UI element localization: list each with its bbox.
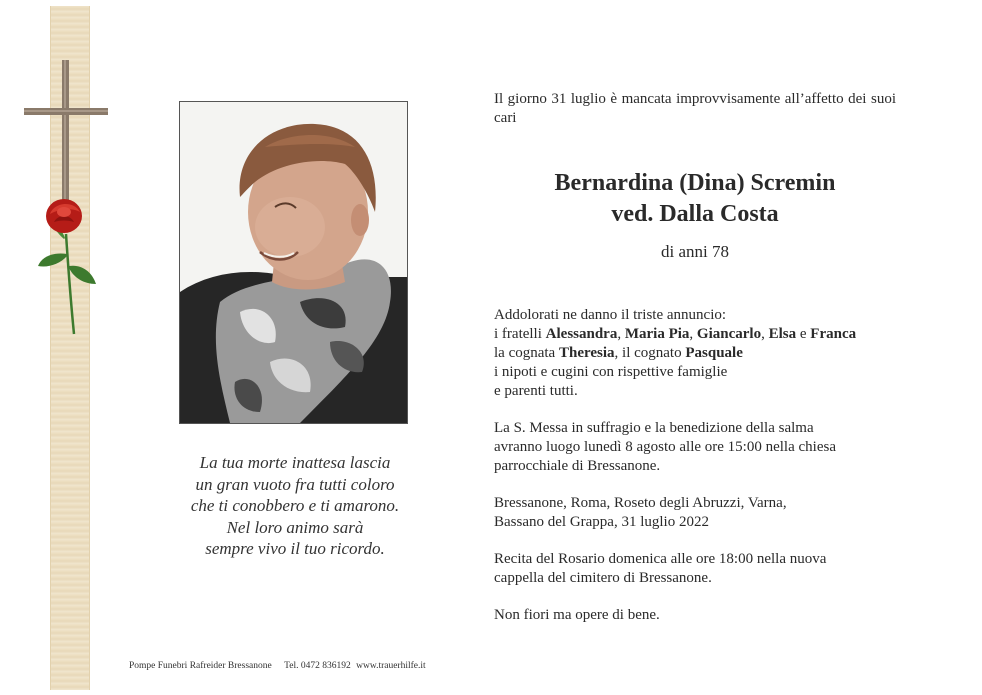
deceased-name-line2: ved. Dalla Costa xyxy=(611,201,779,227)
flowers-note: Non fiori ma opere di bene. xyxy=(494,607,660,623)
poem-line: sempre vivo il tuo ricordo. xyxy=(205,539,385,558)
funeral-home-name: Pompe Funebri Rafreider Bressanone xyxy=(129,661,272,671)
portrait-photo xyxy=(179,101,408,424)
rosary-info: Recita del Rosario domenica alle ore 18:00 nella nuova cappella del cimitero di Bressanone. xyxy=(494,551,827,586)
poem-line: Nel loro animo sarà xyxy=(226,517,364,537)
funeral-home-website: www.trauerhilfe.it xyxy=(356,661,426,671)
in-laws-line: la cognata Theresia, il cognato Pasquale xyxy=(494,345,743,361)
deceased-name xyxy=(494,168,896,230)
intro-text: Il giorno 31 luglio è mancata improvvisamente all’affetto dei suoi cari xyxy=(494,91,896,126)
deceased-age: di anni 78 xyxy=(661,242,729,261)
funeral-home-footer xyxy=(129,661,426,671)
mass-info: La S. Messa in suffragio e la benedizione della salma avranno luogo lunedì 8 agosto alle ore 15:00 nella chiesa parrocchiale di Bressanone. xyxy=(494,420,836,474)
deceased-name-line1: Bernardina (Dina) Scremin xyxy=(554,170,836,196)
memorial-poem xyxy=(150,452,440,560)
poem-line: che ti conobbero e ti amarono. xyxy=(190,496,400,515)
places-date: Bressanone, Roma, Roseto degli Abruzzi, Varna, Bassano del Grappa, 31 luglio 2022 xyxy=(494,495,787,530)
siblings-line: i fratelli Alessandra, Maria Pia, Giancarlo, Elsa e Franca xyxy=(494,326,857,342)
cross-icon xyxy=(24,60,108,210)
family-announcement: Addolorati ne danno il triste annuncio: i fratelli Alessandra, Maria Pia, Giancarlo, Elsa e Franca la cognata Theresia, il cognato Pasquale i nipoti e cugini con rispettive famiglie e parenti tutti. xyxy=(494,307,857,399)
announcement-body xyxy=(494,306,904,643)
rose-icon xyxy=(34,194,104,339)
poem-line: un gran vuoto fra tutti coloro xyxy=(195,474,395,494)
funeral-home-phone: Tel. 0472 836192 xyxy=(284,661,351,671)
poem-line: La tua morte inattesa lascia xyxy=(199,453,391,472)
